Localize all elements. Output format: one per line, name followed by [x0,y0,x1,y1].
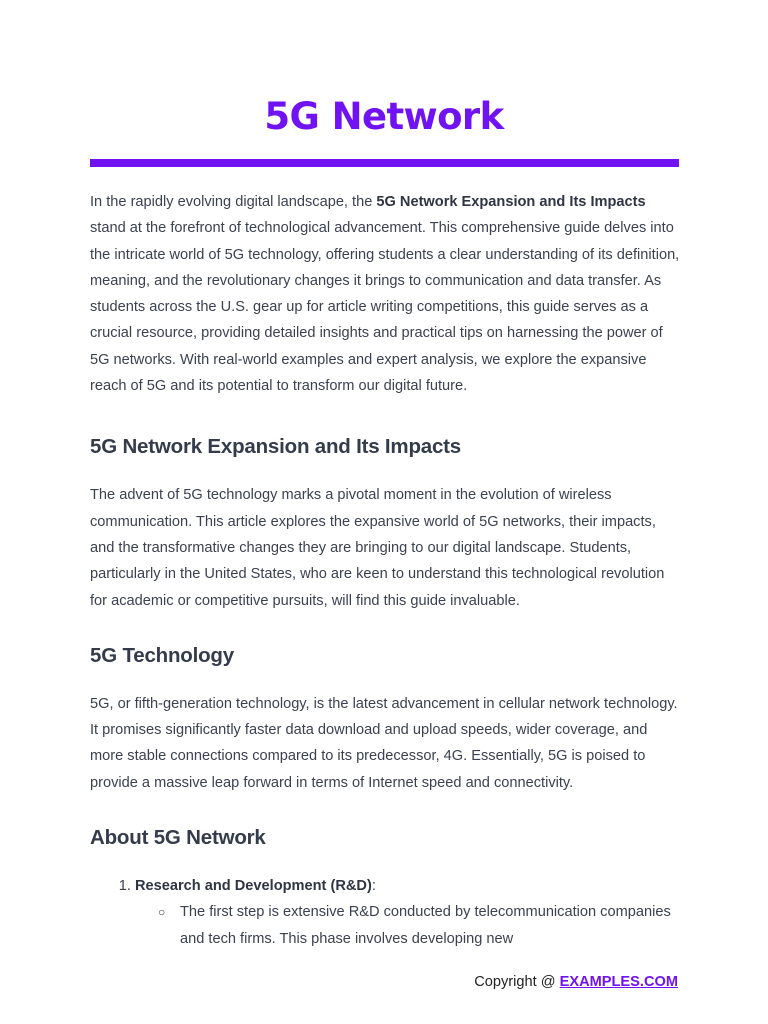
copyright-text: Copyright @ [474,974,560,990]
technology-paragraph: 5G, or fifth-generation technology, is the latest advancement in cellular network technology. It promises significantly faster data download and upload speeds, wider coverage, and more stable connections compared to its predecessor, 4G. Essentially, 5G is poised to provide a massive leap forward in terms of Internet speed and connectivity. [90,695,678,791]
title-divider [90,159,679,167]
circle-bullet-icon: ○ [158,905,166,920]
examples-link[interactable]: EXAMPLES.COM [559,974,678,990]
expansion-paragraph: The advent of 5G technology marks a pivotal moment in the evolution of wireless communication. This article explores the expansive world of 5G networks, their impacts, and the transformative changes they are bringing to our digital landscape. Students, particularly in the United States, who are keen to understand this technological revolution for academic or competitive pursuits, will find this guide invaluable. [90,487,665,609]
intro-text-end: stand at the forefront of technological advancement. This comprehensive guide delves into the intricate world of 5G technology, offering students a clear understanding of its definition, meaning, and the revolutionary changes it brings to communication and data transfer. As students across the U.S. gear up for article writing competitions, this guide serves as a crucial resource, providing detailed insights and practical tips on harnessing the power of 5G networks. With real-world examples and expert analysis, we explore the expansive reach of 5G and its potential to transform our digital future. [90,220,680,395]
list-item [135,873,682,952]
intro-paragraph [90,189,682,399]
article-body [90,189,682,952]
heading-expansion: 5G Network Expansion and Its Impacts [90,435,462,459]
intro-text-start: In the rapidly evolving digital landscape, the [90,194,377,210]
sub-list [135,899,682,952]
about-list [90,873,682,952]
sub-list-item [158,899,682,952]
copyright-footer [474,971,678,993]
list-item-title: Research and Development (R&D) [135,878,372,895]
list-item-colon: : [371,878,376,895]
sub-list-item-text: The first step is extensive R&D conducted by telecommunication companies and tech firms. This phase involves developing new [180,904,671,947]
heading-technology: 5G Technology [90,643,234,667]
intro-bold-phrase: 5G Network Expansion and Its Impacts [376,194,646,210]
page-title: 5G Network [264,95,504,138]
heading-about: About 5G Network [90,826,266,850]
